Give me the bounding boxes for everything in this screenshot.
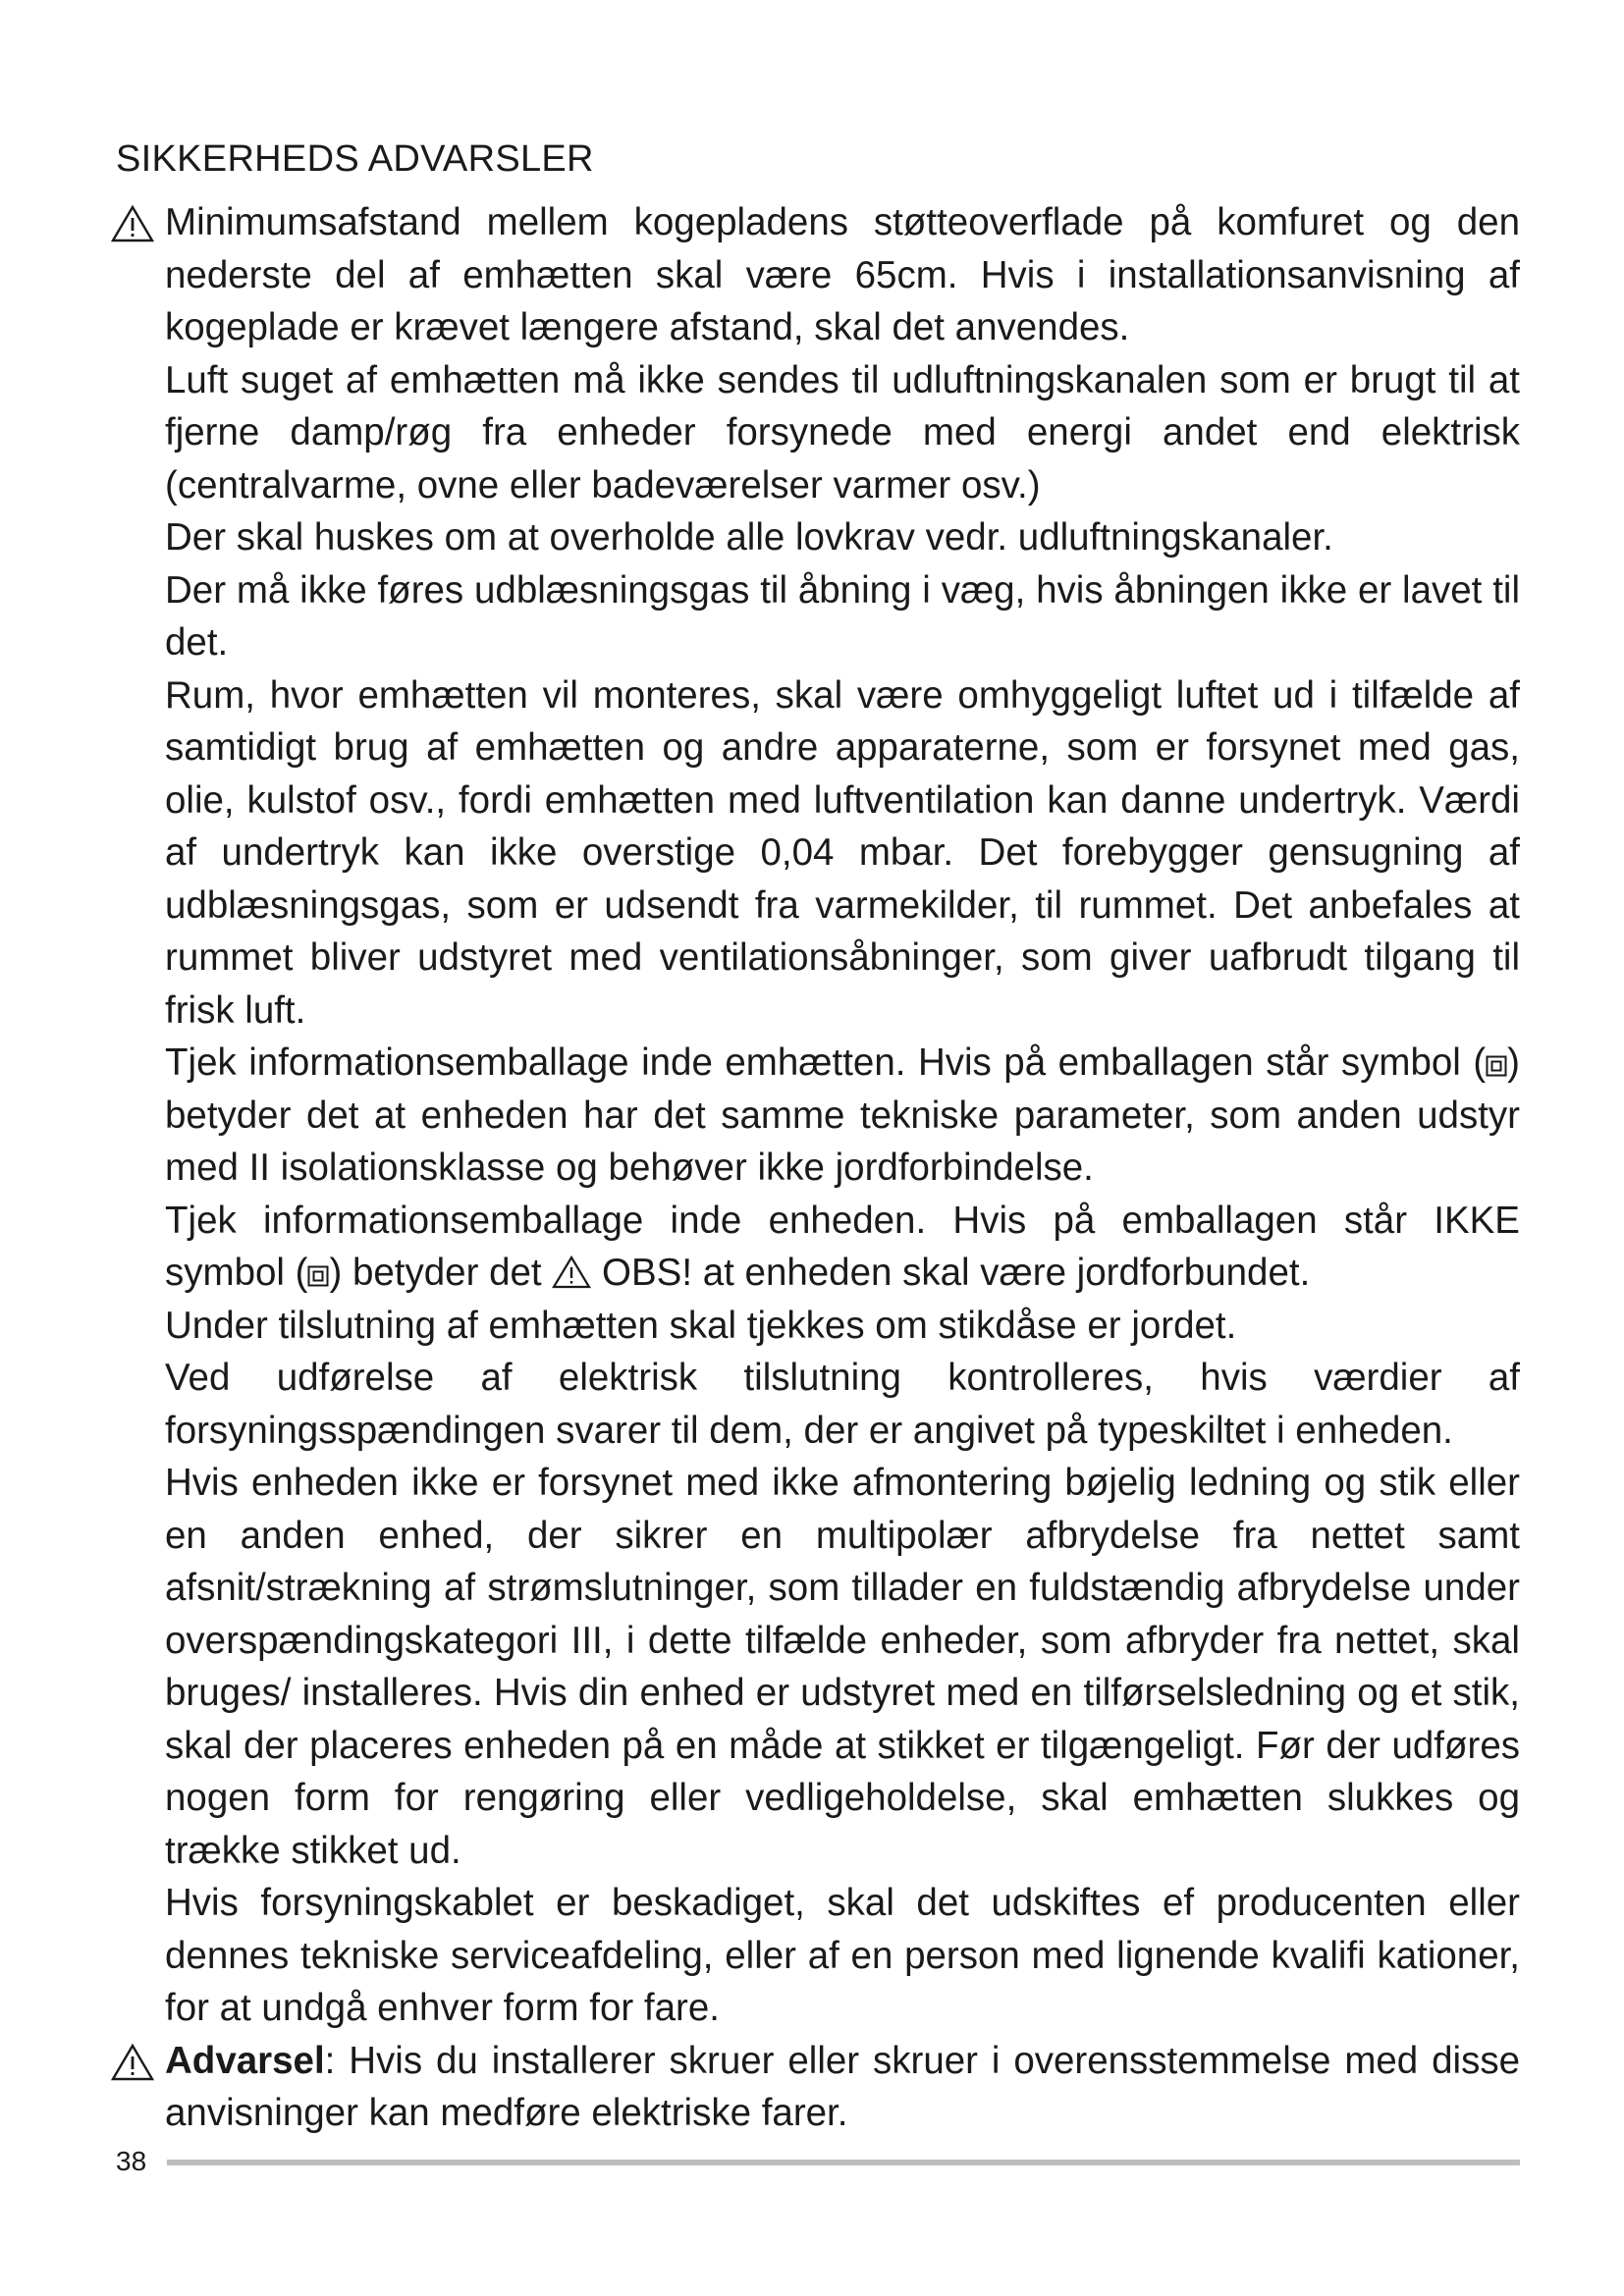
warning-paragraph-distance bbox=[165, 196, 1520, 354]
footer-rule bbox=[167, 2160, 1520, 2165]
page-heading: SIKKERHEDS ADVARSLER bbox=[116, 138, 594, 180]
paragraph-text: Tjek informationsemballage inde enheden. Hvis på emballagen står IKKE symbol ( bbox=[165, 1199, 1520, 1294]
paragraph-text: ) betyder det bbox=[329, 1252, 553, 1294]
paragraph-damaged-cable: Hvis forsyningskablet er beskadiget, skal det udskiftes ef producenten eller dennes tekniske serviceafdeling, eller af en person med lignende kvalifi kationer, for at undgå enhver form for fare. bbox=[165, 1882, 1520, 2029]
warning-label: Advarsel bbox=[165, 2039, 325, 2082]
paragraph-supply-voltage: Ved udførelse af elektrisk tilslutning kontrolleres, hvis værdier af forsyningsspændingen svarer til dem, der er angivet på typeskiltet i enheden. bbox=[165, 1357, 1520, 1452]
paragraph-socket-grounded: Under tilslutning af emhætten skal tjekkes om stikdåse er jordet. bbox=[165, 1304, 1237, 1347]
paragraph-wall-opening: Der må ikke føres udblæsningsgas til åbning i væg, hvis åbningen ikke er lavet til det. bbox=[165, 568, 1520, 664]
paragraph-room-ventilation: Rum, hvor emhætten vil monteres, skal være omhyggeligt luftet ud i tilfælde af samtidigt brug af emhætten og andre apparaterne, som er forsynet med gas, olie, kulstof osv., fordi emhætten med luftventilation kan danne undertryk. Værdi af undertryk kan ikke overstige 0,04 mbar. Det forebygger gensugning af udblæsningsgas, som er udsendt fra varmekilder, til rummet. Det anbefales at rummet bliver udstyret med ventilationsåbninger, som giver uafbrudt tilgang til frisk luft. bbox=[165, 673, 1520, 1032]
warning-triangle-icon bbox=[110, 204, 155, 243]
double-insulation-icon bbox=[307, 1265, 329, 1287]
warning-triangle-icon bbox=[110, 2043, 155, 2082]
safety-warnings-body bbox=[165, 196, 1520, 2140]
paragraph-text: ) betyder det at enheden har det samme tekniske parameter, som anden udstyr med II isolationsklasse og behøver ikke jordforbindelse. bbox=[165, 1041, 1520, 1189]
paragraph-text: OBS! at enheden skal være jordforbundet. bbox=[591, 1252, 1311, 1294]
double-insulation-icon bbox=[1486, 1055, 1507, 1077]
warning-triangle-icon bbox=[552, 1255, 591, 1289]
page-number: 38 bbox=[116, 2146, 147, 2176]
paragraph-class-ii-symbol bbox=[165, 1037, 1520, 1195]
paragraph-text: Tjek informationsemballage inde emhætten. Hvis på emballagen står symbol ( bbox=[165, 1041, 1487, 1084]
paragraph-disconnection: Hvis enheden ikke er forsynet med ikke afmontering bøjelig ledning og stik eller en anden enhed, der sikrer en multipolær afbrydelse fra nettet samt afsnit/strækning af strømslutninger, som tillader en fuldstændig afbrydelse under overspændingskategori III, i dette tilfælde enheder, som afbryder fra nettet, skal bruges/ installeres. Hvis din enhed er udstyret med en tilførselsledning og et stik, skal der placeres enheden på en måde at stikket er tilgængeligt. Før der udføres nogen form for rengøring eller vedligeholdelse, skal emhætten slukkes og trække stikket ud. bbox=[165, 1462, 1520, 1872]
paragraph-exhaust-air: Luft suget af emhætten må ikke sendes til udluftningskanalen som er brugt til at fjerne damp/røg fra enheder forsynede med energi andet end elektrisk (centralvarme, ovne eller badeværelser varmer osv.) bbox=[165, 358, 1520, 507]
paragraph-text: : Hvis du installerer skruer eller skruer i overensstemmelse med disse anvisninger kan medføre elektriske farer. bbox=[165, 2039, 1520, 2134]
paragraph-grounding-required bbox=[165, 1195, 1520, 1300]
warning-paragraph-screws bbox=[165, 2035, 1520, 2140]
paragraph-regulations: Der skal huskes om at overholde alle lovkrav vedr. udluftningskanaler. bbox=[165, 516, 1333, 559]
paragraph-text: Minimumsafstand mellem kogepladens støtteoverflade på komfuret og den nederste del af emhætten skal være 65cm. Hvis i installationsanvisning af kogeplade er krævet længere afstand, skal det anvendes. bbox=[165, 201, 1520, 348]
